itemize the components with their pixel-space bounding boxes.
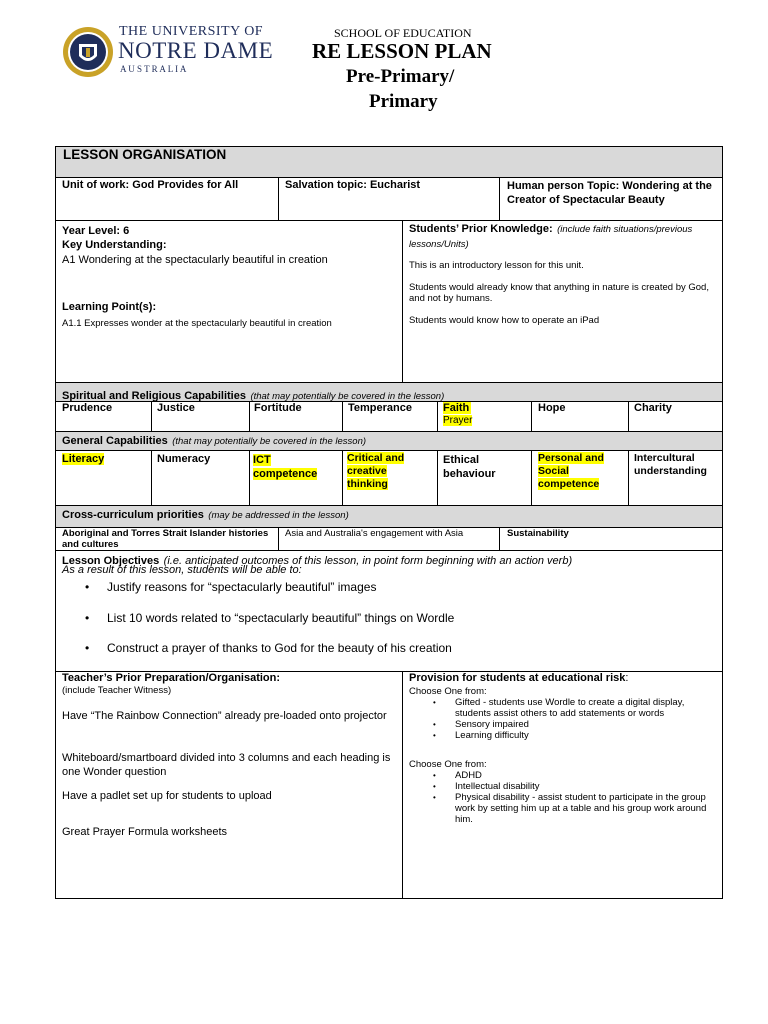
teacher-prep-item: Have “The Rainbow Connection” already pre-loaded onto projector: [62, 710, 387, 722]
year-level: Year Level: 6: [62, 225, 130, 237]
general-ict-label: ICT competence: [253, 454, 318, 480]
risk-choose-1: Choose One from:: [409, 686, 487, 697]
objectives-list: [55, 580, 715, 655]
risk-item: • ADHD: [409, 770, 717, 781]
learning-points-text: A1.1 Expresses wonder at the spectacularly beautiful in creation: [62, 318, 332, 329]
logo-line3: A U S T R A L I A: [120, 64, 187, 74]
capability-hope: Hope: [538, 402, 566, 414]
general-numeracy: Numeracy: [157, 453, 211, 465]
general-heading-note: (that may potentially be covered in the lesson): [172, 436, 367, 447]
capability-temperance: Temperance: [348, 402, 412, 414]
cross-heading-note: (may be addressed in the lesson): [208, 510, 349, 521]
general-intercultural: Intercultural understanding: [634, 452, 707, 477]
risk-item: • Gifted - students use Wordle to create a digital display, students assist others to add statements or words: [409, 697, 717, 719]
document-subtitle-2: Primary: [369, 91, 438, 112]
prior-knowledge-item: Students would already know that anything in nature is created by God, and not by humans.: [409, 282, 709, 304]
human-person-topic: Human person Topic: Wondering at the Creator of Spectacular Beauty: [507, 180, 712, 206]
general-critical-label: Critical and creative thinking: [347, 452, 405, 490]
objectives-label: Lesson Objectives: [62, 555, 160, 567]
prior-knowledge-note: (include faith situations/previous lessons/Units): [409, 224, 693, 250]
logo-line1: THE UNIVERSITY OF: [119, 24, 264, 39]
general-literacy: [62, 453, 104, 465]
general-ethical: Ethical behaviour: [443, 454, 496, 480]
university-crest-icon: [62, 26, 114, 78]
learning-points-label: Learning Point(s):: [62, 301, 157, 313]
document-title: RE LESSON PLAN: [312, 39, 492, 63]
key-understanding-text: A1 Wondering at the spectacularly beautiful in creation: [62, 254, 328, 266]
spiritual-heading-note: (that may potentially be covered in the lesson): [250, 391, 445, 402]
objective-item: • Construct a prayer of thanks to God for the beauty of his creation: [55, 641, 715, 655]
general-heading: [62, 431, 366, 449]
prior-knowledge-item: Students would know how to operate an iPad: [409, 315, 600, 326]
risk-item: • Learning difficulty: [409, 730, 717, 741]
teacher-prep-item: Great Prayer Formula worksheets: [62, 826, 228, 838]
unit-of-work: Unit of work: God Provides for All: [62, 179, 239, 191]
teacher-prep-label: Teacher’s Prior Preparation/Organisation:: [62, 672, 281, 684]
capability-justice: Justice: [157, 402, 195, 414]
risk-item: • Intellectual disability: [409, 781, 717, 792]
key-understanding-label: Key Understanding:: [62, 239, 167, 251]
capability-faith: Faith: [443, 402, 470, 414]
university-logo: [62, 24, 272, 80]
risk-heading: [409, 672, 628, 684]
teacher-prep-item: Have a padlet set up for students to upload: [62, 790, 272, 802]
school-name: SCHOOL OF EDUCATION: [334, 26, 472, 40]
cross-sustainability: Sustainability: [507, 528, 569, 539]
cross-heading-label: Cross-curriculum priorities: [62, 509, 204, 521]
risk-item: • Sensory impaired: [409, 719, 717, 730]
logo-line2: NOTRE DAME: [118, 38, 274, 63]
objectives-note: (i.e. anticipated outcomes of this lesson, in point form beginning with an action verb): [163, 555, 573, 567]
salvation-topic: Salvation topic: Eucharist: [285, 179, 421, 191]
prior-knowledge-label: Students’ Prior Knowledge:: [409, 223, 553, 235]
lesson-organisation-heading: LESSON ORGANISATION: [63, 147, 227, 162]
capability-charity: Charity: [634, 402, 672, 414]
general-critical: [347, 452, 427, 491]
objective-item: • Justify reasons for “spectacularly beautiful” images: [55, 580, 715, 611]
capability-prudence: Prudence: [62, 402, 113, 414]
objectives-intro: As a result of this lesson, students will be able to:: [62, 564, 302, 576]
general-personal-label: Personal and Social competence: [538, 452, 604, 490]
general-heading-label: General Capabilities: [62, 435, 168, 447]
prior-knowledge-item: This is an introductory lesson for this unit.: [409, 260, 584, 271]
general-literacy-label: Literacy: [62, 453, 105, 465]
general-ict: [253, 453, 335, 481]
objective-item: • List 10 words related to “spectacularly beautiful” things on Wordle: [55, 611, 715, 641]
risk-colon: :: [625, 672, 629, 684]
capability-faith-prayer: Prayer: [443, 415, 473, 426]
document-subtitle-1: Pre-Primary/: [346, 66, 455, 87]
risk-choose-2: Choose One from:: [409, 759, 487, 770]
capability-fortitude: Fortitude: [254, 402, 302, 414]
risk-label: Provision for students at educational risk: [409, 672, 626, 684]
teacher-prep-note: (include Teacher Witness): [62, 685, 172, 696]
cross-asia: Asia and Australia's engagement with Asia: [285, 528, 464, 539]
risk-list: [409, 686, 717, 825]
cross-heading: [62, 505, 349, 523]
general-personal: [538, 452, 624, 491]
spiritual-heading-label: Spiritual and Religious Capabilities: [62, 390, 246, 402]
prior-knowledge: [409, 221, 717, 326]
teacher-prep-item: Whiteboard/smartboard divided into 3 columns and each heading is one Wonder question: [62, 752, 391, 778]
cross-aboriginal: Aboriginal and Torres Strait Islander histories and cultures: [62, 528, 269, 550]
risk-item: • Physical disability - assist student to participate in the group work by setting him up at a table and his group work around him.: [409, 792, 717, 825]
